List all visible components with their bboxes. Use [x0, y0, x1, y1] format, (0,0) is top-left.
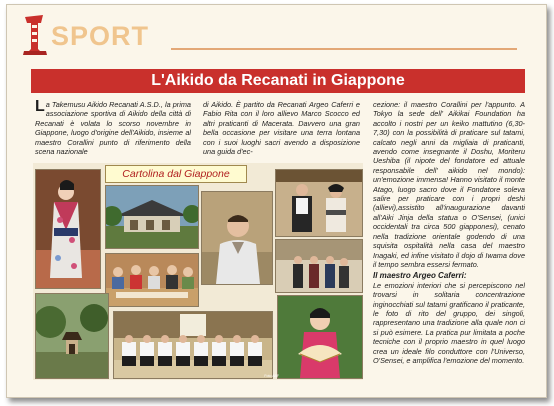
collage-caption [105, 165, 247, 183]
article-title: L'Aikido da Recanati in Giappone [151, 72, 405, 89]
garden-photo [35, 293, 109, 379]
text-column-1 [35, 100, 191, 162]
magazine-page [6, 4, 547, 398]
article-title-bar [31, 69, 525, 93]
dojo-man-photo [201, 191, 273, 285]
column-3-paragraph-1: cezione: il maestro Corallini per l'appunto. A Tokyo la sede dell' Aikikai Foundation ha accolto i nostri per un keiko mattutino (6,30-7,30) con la possibilità di praticare sul tatami, calcato negli anni da migliaia di praticanti, avendo come insegnante il Doshu, Moriteru Ueshiba (il nipote del fondatore ed attuale responsabile dell' aikido nel mondo): un'emozione immensa! Hanno visitato il monte Atago, luogo sacro dove il Fondatore soleva salire per praticare con i propri deshi (allievi),assistito all'inaugurazione davanti all'Aiki Jinja della statua o O'Sensei, (unici occidentali tra circa 500 giapponesi), cenato nella tradizione orientale godendo di una squisita ospitalità nella casa del maestro Inagaki, ed infine visitato il dojo di Iwama dove il tempo sembra essersi fermato. [373, 100, 525, 269]
child-fan-photo [277, 295, 363, 379]
column-2-text: di Aikido. È partito da Recanati Argeo Caferri e Fabio Rita con il loro allievo Marco Scocco ed altri praticanti di Macerata. Davvero una gran bella occasione per visitare una terra lontana con i suoi luoghi sacri avendo a disposizione una guida d'ec- [203, 100, 360, 157]
dojo-group-photo [113, 311, 273, 379]
column-3-paragraph-2: Le emozioni interiori che si percepiscono nel trovarsi in solitaria concentrazione inginocchiati sul tatami gratificano il praticante, le foto di rito del gruppo, dei singoli, rappresentano una tradizione alla quale non ci si può esimere. La pratica pur limitata a poche tecniche con il proprio maestro in quel luogo crea un ideale filo conduttore con l'Universo, O'Sensei, e amplifica l'emozione del momento. [373, 280, 525, 365]
kimono-photo [35, 169, 101, 289]
portrait-couple-photo [275, 169, 363, 237]
header-rule [171, 48, 517, 50]
photo-credit: Foto ABF [264, 374, 279, 378]
drop-cap: L [35, 100, 45, 115]
group-outdoor-photo [275, 239, 363, 293]
collage-caption-text: Cartolina dal Giappone [122, 168, 230, 180]
photo-collage [33, 163, 363, 380]
text-column-2 [203, 100, 360, 162]
column-3-subheading: Il maestro Argeo Caferri: [373, 271, 467, 281]
section-title: SPORT [51, 21, 150, 51]
text-column-3 [373, 100, 525, 380]
column-1-text: a Takemusu Aikido Recanati A.S.D., la prima associazione sportiva di Aikido della città di Recanati è volata lo scorso novembre in Giappone, luogo d'origine dell'Aikido, insieme al maestro Corallini punto di riferimento della scena nazionale [35, 100, 191, 157]
dinner-photo [105, 253, 199, 307]
recanati-tower-icon [19, 13, 49, 57]
temple-photo [105, 185, 199, 249]
